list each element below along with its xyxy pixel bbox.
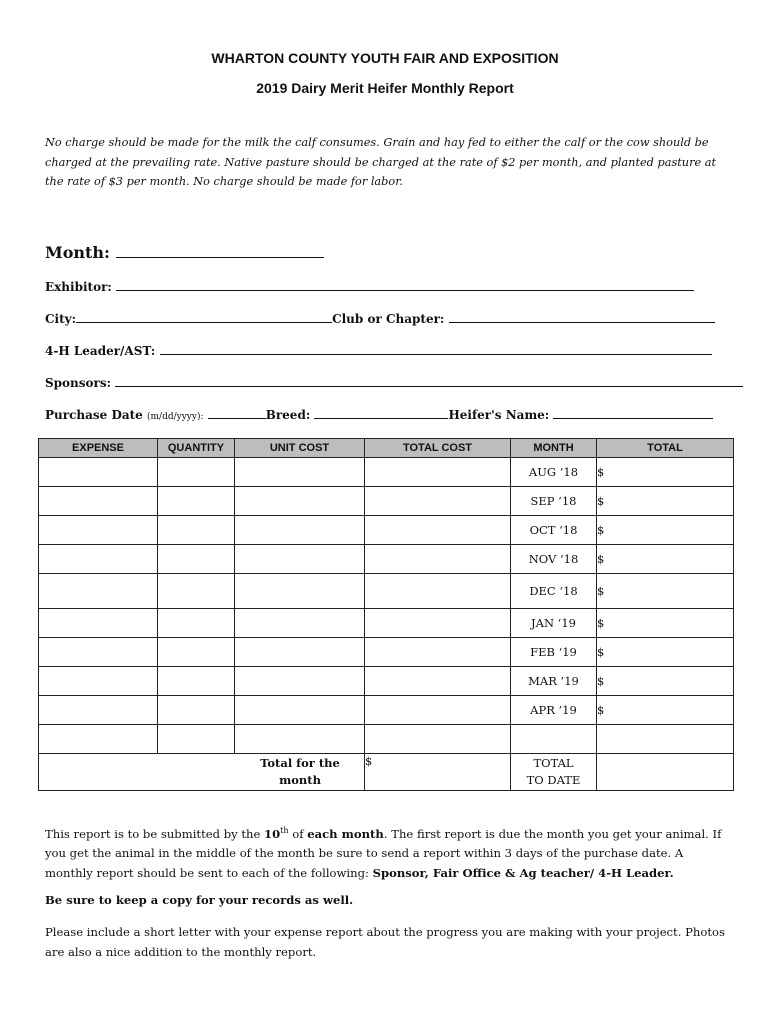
unit-cost-cell[interactable] [235,609,365,638]
footer-text: of [288,826,308,841]
breed-label: Breed: [265,408,311,422]
total-cost-cell[interactable] [365,667,511,696]
total-cost-cell[interactable] [365,638,511,667]
month-cell: NOV ‘18 [511,545,597,574]
total-to-date-line2: TO DATE [526,773,581,787]
month-cell: JAN ‘19 [511,609,597,638]
quantity-cell[interactable] [158,638,235,667]
total-cell[interactable]: $ [597,696,734,725]
unit-cost-cell[interactable] [235,725,365,754]
heifer-name-label: Heifer's Name: [448,408,550,422]
expense-cell[interactable] [39,609,158,638]
exhibitor-input-line[interactable] [116,279,694,291]
table-row [39,545,734,574]
quantity-cell[interactable] [158,545,235,574]
quantity-cell[interactable] [158,458,235,487]
total-cell[interactable]: $ [597,638,734,667]
total-cell[interactable]: $ [597,458,734,487]
total-for-month-line2: month [279,773,321,787]
total-cell[interactable]: $ [597,574,734,609]
table-row [39,458,734,487]
month-cell: MAR ’19 [511,667,597,696]
total-cost-cell[interactable] [365,487,511,516]
expense-cell[interactable] [39,487,158,516]
total-cost-cell[interactable] [365,458,511,487]
unit-cost-cell[interactable] [235,667,365,696]
footer-bold-recipients: Sponsor, Fair Office & Ag teacher/ 4-H Leader. [372,865,674,880]
table-row [39,487,734,516]
quantity-cell[interactable] [158,696,235,725]
purchase-date-input-line[interactable] [208,407,266,419]
month-input-line[interactable] [116,243,324,258]
purchase-date-label: Purchase Date [45,408,143,422]
expense-cell[interactable] [39,458,158,487]
header-total-cost: TOTAL COST [365,439,511,458]
total-cell[interactable]: $ [597,545,734,574]
table-row [39,516,734,545]
total-for-month-line1: Total for the [260,756,340,770]
month-cell: DEC ‘18 [511,574,597,609]
footer-superscript: th [280,826,289,835]
total-cost-cell[interactable] [365,545,511,574]
total-cell[interactable]: $ [597,487,734,516]
expense-cell[interactable] [39,638,158,667]
month-cell: AUG ‘18 [511,458,597,487]
total-to-date-line1: TOTAL [533,756,574,770]
expense-cell[interactable] [39,516,158,545]
club-input-line[interactable] [449,311,715,323]
month-cell[interactable] [511,725,597,754]
month-cell: APR ’19 [511,696,597,725]
unit-cost-cell[interactable] [235,545,365,574]
header-total: TOTAL [597,439,734,458]
exhibitor-label: Exhibitor: [45,280,112,294]
quantity-cell[interactable] [158,667,235,696]
total-cell[interactable]: $ [597,609,734,638]
unit-cost-cell[interactable] [235,516,365,545]
total-for-month-label-cell [39,754,365,791]
table-row-blank [39,725,734,754]
total-cost-cell[interactable] [365,725,511,754]
total-to-date-label [511,754,596,789]
instructions-paragraph: No charge should be made for the milk the calf consumes. Grain and hay fed to either the calf or the cow should be charged at the prevailing rate. Native pasture should be charged at the rate of $2 per month, and planted pasture at the rate of $3 per month. No charge should be made for labor. [45,136,717,188]
page-title: WHARTON COUNTY YOUTH FAIR AND EXPOSITION [211,50,559,66]
table-row [39,696,734,725]
table-row [39,609,734,638]
total-for-month-label [235,754,365,789]
total-cost-cell[interactable] [365,516,511,545]
leader-label: 4-H Leader/AST: [45,344,156,358]
quantity-cell[interactable] [158,574,235,609]
table-header-row [39,439,734,458]
breed-input-line[interactable] [314,407,448,419]
total-cost-cell[interactable] [365,574,511,609]
club-label: Club or Chapter: [332,312,445,326]
city-field [45,311,715,326]
purchase-date-format: (m/dd/yyyy): [147,412,204,422]
month-cell: FEB ‘19 [511,638,597,667]
city-input-line[interactable] [76,311,332,323]
letter-note: Please include a short letter with your expense report about the progress you are making with your project. Photos are also a nice addition to the monthly report. [45,925,725,959]
page-subtitle: 2019 Dairy Merit Heifer Monthly Report [256,80,514,96]
month-cell: OCT ‘18 [511,516,597,545]
table-row [39,638,734,667]
unit-cost-cell[interactable] [235,458,365,487]
footer-text: . The first report is due the month you get your animal. If you get the animal in the middle of the month be sure to send a report within 3 days of the purchase date. A monthly report should be sent to each of the following: [45,826,722,880]
leader-field [45,343,712,358]
header-quantity: QUANTITY [158,439,235,458]
footer-text: This report is to be submitted by the [45,826,265,841]
footer-bold-day: 10 [264,826,281,841]
heifer-name-input-line[interactable] [553,407,713,419]
expense-cell[interactable] [39,574,158,609]
header-month: MONTH [511,439,597,458]
total-cost-cell[interactable] [365,696,511,725]
expense-cell[interactable] [39,667,158,696]
total-row [39,754,734,791]
total-to-date-value[interactable] [597,754,734,791]
quantity-cell[interactable] [158,609,235,638]
leader-input-line[interactable] [160,343,712,355]
month-cell: SEP ‘18 [511,487,597,516]
keep-copy-note: Be sure to keep a copy for your records as well. [45,893,354,907]
unit-cost-cell[interactable] [235,696,365,725]
footer-bold-each-month: each month [307,826,384,841]
sponsors-input-line[interactable] [115,375,743,387]
quantity-cell[interactable] [158,516,235,545]
sponsors-label: Sponsors: [45,376,112,390]
quantity-cell[interactable] [158,487,235,516]
unit-cost-cell[interactable] [235,638,365,667]
expense-cell[interactable] [39,696,158,725]
total-cell[interactable] [597,725,734,754]
expense-cell[interactable] [39,725,158,754]
unit-cost-cell[interactable] [235,574,365,609]
expense-cell[interactable] [39,545,158,574]
total-cell[interactable]: $ [597,516,734,545]
total-to-date-label-cell [511,754,597,791]
header-unit-cost: UNIT COST [235,439,365,458]
table-row [39,667,734,696]
quantity-cell[interactable] [158,725,235,754]
month-field [45,243,324,262]
sponsors-field [45,375,743,390]
total-for-month-value[interactable]: $ [365,754,511,791]
submission-instructions [45,821,730,883]
month-label: Month: [45,243,110,262]
total-cost-cell[interactable] [365,609,511,638]
exhibitor-field [45,279,694,294]
unit-cost-cell[interactable] [235,487,365,516]
city-label: City: [45,312,77,326]
purchase-row [45,407,713,422]
table-row [39,574,734,609]
total-cell[interactable]: $ [597,667,734,696]
expense-table [38,438,734,791]
header-expense: EXPENSE [39,439,158,458]
